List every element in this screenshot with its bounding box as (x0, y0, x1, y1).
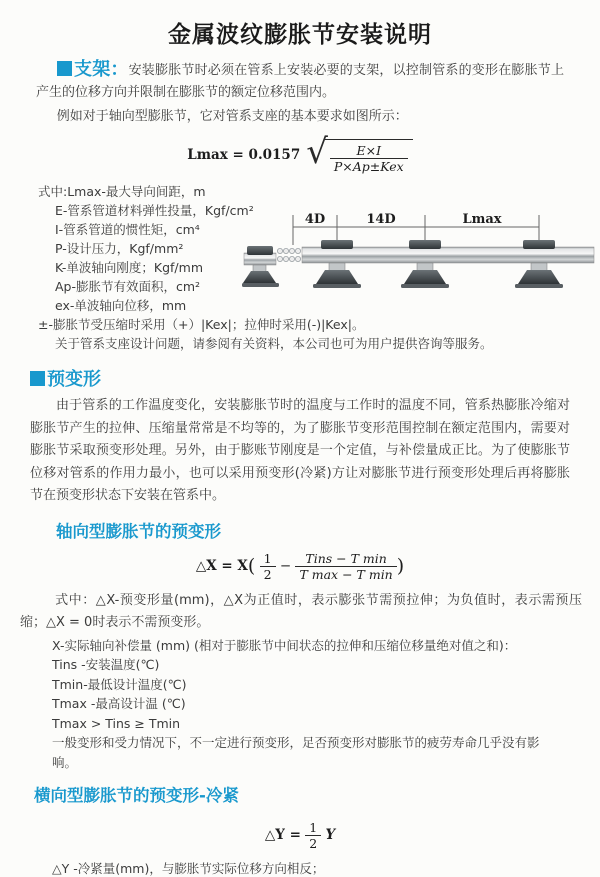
right-paren: ) (396, 554, 405, 577)
page-title: 金属波纹膨胀节安装说明 (168, 22, 432, 48)
main-pipe (302, 247, 594, 263)
axial-formula-lhs: △X = X (195, 557, 248, 574)
axial-item: Tmin-最低设计温度(℃) (52, 676, 187, 692)
blue-square-bullet-icon (57, 61, 72, 76)
pipe-support-diagram (242, 207, 598, 305)
lmax-formula-numerator: E×I (330, 143, 408, 159)
lmax-formula (0, 132, 600, 174)
support-example-line: 例如对于轴向型膨胀节，它对管系支座的基本要求如图所示： (56, 109, 408, 124)
preform-section-heading (30, 365, 600, 391)
kex-sign-note: ±-膨胀节受压缩时采用（+）|Kex|；拉伸时采用(-)|Kex|。 (38, 317, 365, 332)
definition-line: I-管系管道的惯性矩，cm⁴ (55, 222, 200, 237)
sqrt-radical (306, 132, 413, 174)
lmax-formula-denominator: P×Ap±Kex (333, 159, 404, 174)
definition-line: E-管系管道材料弹性投量，Kgf/cm² (55, 203, 254, 218)
dim-label-lmax: Lmax (462, 212, 502, 227)
left-paren: ( (247, 554, 256, 577)
lateral-formula-lhs: △Y = (264, 827, 301, 843)
lmax-formula-prefix: Lmax = 0.0157 (187, 147, 301, 163)
support-paragraph-text: 安装膨胀节时必须在管系上安装必要的支架，以控制管系的变形在膨胀节上产生的位移方向并限制在膨胀节的额定位移范围内。 (36, 63, 564, 100)
axial-item: X-实际轴向补偿量 (mm) (相对于膨胀节中间状态的拉伸和压缩位移量绝对值之和)： (52, 637, 517, 653)
half-denominator: 2 (263, 566, 272, 582)
pipe-support-diagram-svg (242, 207, 598, 305)
preform-paragraph: 由于管系的工作温度变化，安装膨胀节时的温度与工作时的温度不同，管系热膨胀冷缩对膨胀节产生的拉伸、压缩量常常是不均等的，为了膨胀节变形范围控制在额定范围内，需要对膨胀节采取预变形处理。另外，由于膨账节刚度是一个定值，与补偿量成正比。为了使膨胀节位移对管系的作用力最小，也可以采用预变形(冷紧)方让对膨胀节进行预变形处理后再将膨胀节在预变形状态下安装在管系中。 (30, 398, 570, 503)
anchor-support (242, 246, 279, 287)
lateral-subsection-heading: 横向型膨胀节的预变形-冷紧 (34, 786, 239, 805)
axial-items-list (52, 636, 548, 773)
lateral-half-numerator: 1 (305, 820, 321, 836)
definition-line: P-设计压力，Kgf/mm² (55, 241, 184, 256)
temp-frac-denominator: T max − T min (299, 566, 393, 582)
axial-item: Tmax > Tins ≥ Tmin (52, 715, 181, 731)
dim-label-14d: 14D (366, 212, 396, 227)
blue-square-bullet-icon (30, 371, 45, 386)
axial-explanation-paragraph: 式中：△X-预变形量(mm)，△X为正值时，表示膨张节需预拉伸；为负值时，表示需预压缩；△X = 0时表示不需预变形。 (20, 592, 582, 630)
consulting-note: 关于管系支座设计问题，请参阅有关资料，本公司也可为用户提供咨询等服务。 (55, 336, 493, 351)
axial-item: Tmax -最高设计温 (℃) (52, 696, 186, 711)
definition-line: Ap-膨胀节有效面积，cm² (55, 279, 201, 294)
lateral-formula (0, 820, 600, 851)
minus-operator: − (279, 557, 292, 574)
lateral-half-denominator: 2 (309, 836, 318, 851)
support-section-heading (57, 59, 129, 80)
lateral-note-line: △Y -冷紧量(mm)，与膨胀节实际位移方向相反； (52, 861, 325, 876)
definition-line: 式中:Lmax-最大导向间距，m (38, 184, 206, 199)
temp-frac-numerator: Tins − T min (295, 551, 396, 567)
axial-item: Tins -安装温度(℃) (52, 657, 160, 672)
bellows-coils (277, 248, 300, 261)
support-paragraph (36, 59, 564, 104)
definition-line: K-单波轴向刚度；Kgf/mm (55, 260, 203, 275)
lateral-formula-rhs: Y (325, 827, 336, 843)
dim-label-4d: 4D (304, 212, 326, 227)
radical-sign-icon: √ (306, 132, 328, 172)
half-numerator: 1 (260, 551, 276, 567)
axial-subsection-heading: 轴向型膨胀节的预变形 (56, 521, 221, 541)
definition-line: ex-单波轴向位移，mm (55, 298, 187, 313)
preform-heading-label: 预变形 (47, 369, 101, 390)
document-page (0, 16, 600, 877)
axial-formula (0, 551, 600, 582)
support-heading-label: 支架： (73, 59, 129, 80)
axial-note: 一般变形和受力情况下，不一定进行预变形，足否预变形对膨胀节的疲劳寿命几乎没有影响。 (52, 735, 540, 770)
